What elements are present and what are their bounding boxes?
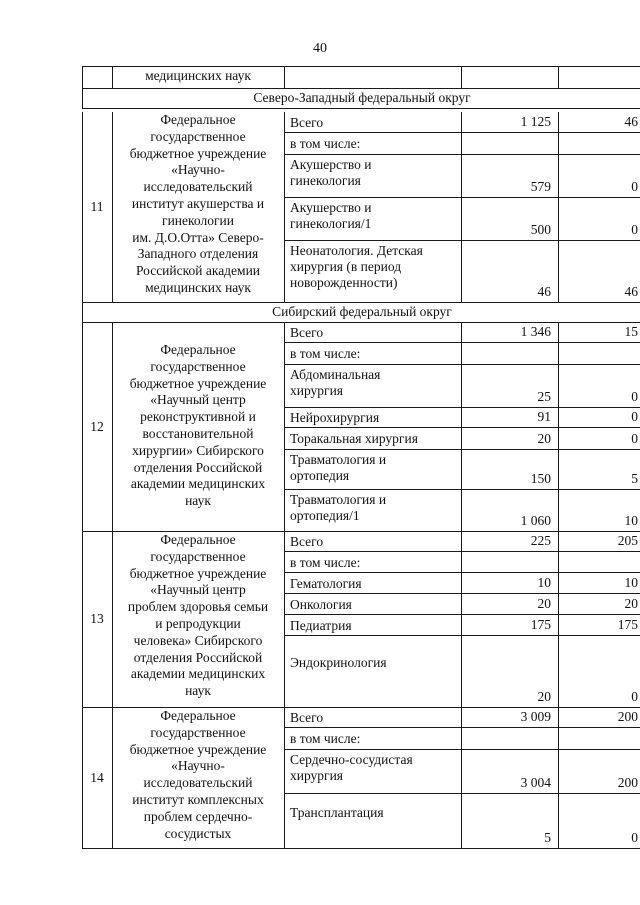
grid-line-h bbox=[284, 635, 640, 636]
institution-name-line: исследовательский bbox=[143, 775, 253, 791]
specialty-name bbox=[290, 618, 352, 634]
org-name-continuation: медицинских наук bbox=[145, 68, 251, 83]
specialty-name-line: Всего bbox=[290, 710, 324, 725]
grid-line-h bbox=[284, 427, 640, 428]
grid-line-h bbox=[82, 322, 640, 323]
grid-line-h bbox=[284, 364, 640, 365]
specialty-name-line: хирургия bbox=[290, 383, 344, 398]
grid-line-v bbox=[558, 112, 559, 302]
institution-name bbox=[112, 708, 284, 842]
grid-line-h bbox=[82, 848, 640, 849]
specialty-name-line: ортопедия bbox=[290, 468, 350, 483]
institution-name-line: реконструктивной и bbox=[140, 409, 256, 425]
specialty-name-line: Неонатология. Детская bbox=[290, 243, 423, 258]
institution-name-line: Западного отделения bbox=[137, 246, 259, 262]
institution-name-line: проблем сердечно- bbox=[143, 808, 253, 824]
grid-line-h bbox=[284, 749, 640, 750]
beds-total-value: 20 bbox=[537, 431, 551, 446]
district-header: Северо-Западный федеральный округ bbox=[253, 90, 471, 105]
beds-total-value: 579 bbox=[530, 179, 551, 194]
beds-total-value: 1 125 bbox=[520, 114, 551, 129]
grid-line-v bbox=[461, 66, 462, 88]
beds-total-value: 3 004 bbox=[520, 775, 551, 790]
grid-line-h bbox=[284, 593, 640, 594]
specialty-name-line: Гематология bbox=[290, 576, 362, 591]
beds-total-value: 150 bbox=[530, 471, 551, 486]
institution-name-line: бюджетное учреждение bbox=[129, 741, 267, 757]
beds-second-value: 200 bbox=[617, 709, 638, 724]
institution-name-line: сосудистых bbox=[164, 825, 232, 841]
institution-name bbox=[112, 112, 284, 297]
grid-line-h bbox=[284, 154, 640, 155]
grid-line-h bbox=[284, 342, 640, 343]
specialty-name bbox=[290, 555, 360, 571]
specialty-name-line: Всего bbox=[290, 534, 324, 549]
beds-total-value: 25 bbox=[537, 389, 551, 404]
beds-second-value: 0 bbox=[631, 222, 638, 237]
grid-line-h bbox=[284, 793, 640, 794]
specialty-name-line: Эндокринология bbox=[290, 655, 387, 670]
beds-second-value: 46 bbox=[624, 114, 638, 129]
specialty-name-line: Нейрохирургия bbox=[290, 410, 380, 425]
grid-line-h bbox=[284, 407, 640, 408]
beds-second-value: 0 bbox=[631, 389, 638, 404]
specialty-name bbox=[290, 452, 386, 484]
institution-name-line: государственное bbox=[150, 128, 246, 144]
institution-name-line: Федеральное bbox=[160, 342, 236, 357]
institution-number: 11 bbox=[90, 199, 104, 214]
grid-line-h bbox=[284, 489, 640, 490]
grid-line-h bbox=[82, 302, 640, 303]
specialty-name-line: новорожденности) bbox=[290, 275, 398, 290]
beds-second-value: 15 bbox=[624, 324, 638, 339]
beds-second-value: 5 bbox=[631, 471, 638, 486]
institution-number: 12 bbox=[90, 418, 104, 434]
grid-line-h bbox=[284, 240, 640, 241]
beds-second-value: 10 bbox=[624, 513, 638, 528]
specialty-name-line: Онкология bbox=[290, 597, 352, 612]
institution-name-line: исследовательский bbox=[143, 179, 253, 195]
institution-name-line: Федеральное bbox=[160, 112, 236, 127]
institution-name-line: институт комплексных bbox=[132, 791, 264, 807]
specialty-name bbox=[290, 115, 323, 131]
specialty-name-line: Травматология и bbox=[290, 452, 387, 467]
institution-name-line: «Научный центр bbox=[150, 582, 246, 598]
beds-total-value: 20 bbox=[537, 596, 551, 611]
specialty-name-line: Акушерство и bbox=[290, 200, 372, 215]
specialty-name bbox=[290, 243, 423, 291]
beds-second-value: 10 bbox=[624, 575, 638, 590]
specialty-name-line: Педиатрия bbox=[290, 618, 352, 633]
grid-line-h bbox=[284, 727, 640, 728]
beds-total-value: 225 bbox=[530, 533, 551, 548]
specialty-name bbox=[290, 576, 362, 592]
beds-second-value: 200 bbox=[617, 775, 638, 790]
institution-name-line: бюджетное учреждение bbox=[129, 565, 267, 581]
specialty-name bbox=[290, 597, 352, 613]
specialty-name bbox=[290, 431, 418, 447]
grid-line-v bbox=[461, 112, 462, 302]
specialty-name-line: Всего bbox=[290, 115, 324, 130]
specialty-name-line: гинекология bbox=[290, 173, 361, 188]
institution-name-line: наук bbox=[185, 493, 211, 509]
grid-line-h bbox=[82, 88, 640, 89]
specialty-name-line: Всего bbox=[290, 325, 324, 340]
beds-total-value: 1 346 bbox=[520, 324, 551, 339]
beds-total-value: 1 060 bbox=[520, 513, 551, 528]
grid-line-h bbox=[284, 449, 640, 450]
specialty-name bbox=[290, 410, 379, 426]
beds-total-value: 46 bbox=[537, 284, 551, 299]
institution-name-line: академии медицинских bbox=[130, 476, 266, 492]
beds-total-value: 10 bbox=[537, 575, 551, 590]
institution-name-line: государственное bbox=[150, 724, 246, 740]
institution-name-line: бюджетное учреждение bbox=[129, 145, 267, 161]
grid-line-h bbox=[284, 614, 640, 615]
beds-second-value: 0 bbox=[631, 409, 638, 424]
institution-name-line: бюджетное учреждение bbox=[129, 375, 267, 391]
beds-total-value: 5 bbox=[544, 830, 551, 845]
grid-line-h bbox=[284, 197, 640, 198]
beds-second-value: 20 bbox=[624, 596, 638, 611]
beds-total-value: 175 bbox=[530, 617, 551, 632]
institution-name-line: государственное bbox=[150, 358, 246, 374]
specialty-name bbox=[290, 346, 360, 362]
institution-number: 13 bbox=[90, 611, 104, 626]
specialty-name-line: в том числе: bbox=[290, 555, 361, 570]
institution-name-line: отделения Российской bbox=[133, 459, 263, 475]
grid-line-h bbox=[82, 66, 640, 67]
institution-name-line: «Научный центр bbox=[150, 392, 246, 408]
specialty-name-line: в том числе: bbox=[290, 731, 361, 746]
specialty-name-line: Сердечно-сосудистая bbox=[290, 752, 413, 767]
beds-second-value: 0 bbox=[631, 830, 638, 845]
specialty-name bbox=[290, 534, 323, 550]
beds-second-value: 205 bbox=[617, 533, 638, 548]
specialty-name-line: Трансплантация bbox=[290, 804, 384, 820]
specialty-name bbox=[290, 492, 386, 524]
specialty-name-line: Торакальная хирургия bbox=[290, 431, 418, 446]
institution-number: 14 bbox=[90, 769, 104, 785]
grid-line-v bbox=[82, 66, 83, 88]
specialty-name-line: Акушерство и bbox=[290, 157, 372, 172]
institution-name-line: институт акушерства и bbox=[131, 195, 265, 211]
institution-name-line: восстановительной bbox=[142, 425, 254, 441]
specialty-name-line: ортопедия/1 bbox=[290, 508, 360, 523]
grid-line-v bbox=[558, 66, 559, 88]
beds-second-value: 0 bbox=[631, 689, 638, 704]
institution-name-line: и репродукции bbox=[155, 615, 241, 631]
specialty-name-line: Травматология и bbox=[290, 492, 387, 507]
page-number: 40 bbox=[313, 41, 327, 56]
medical-institutions-table bbox=[82, 66, 640, 848]
specialty-name bbox=[290, 367, 380, 399]
grid-line-h bbox=[284, 551, 640, 552]
specialty-name-line: в том числе: bbox=[290, 346, 361, 361]
institution-name-line: Российской академии bbox=[135, 263, 261, 279]
grid-line-h bbox=[284, 572, 640, 573]
institution-name-line: хирургии» Сибирского bbox=[132, 442, 264, 458]
institution-name-line: «Научно- bbox=[171, 162, 225, 178]
institution-name-line: человека» Сибирского bbox=[133, 632, 263, 648]
specialty-name bbox=[290, 200, 372, 232]
institution-name-line: проблем здоровья семьи bbox=[127, 599, 269, 615]
specialty-name bbox=[290, 655, 387, 671]
institution-name-line: гинекологии bbox=[162, 212, 234, 228]
beds-second-value: 46 bbox=[624, 284, 638, 299]
institution-name-line: наук bbox=[185, 683, 211, 699]
grid-line-h bbox=[284, 132, 640, 133]
institution-name-line: Федеральное bbox=[160, 708, 236, 723]
specialty-name bbox=[290, 710, 323, 726]
institution-name-line: государственное bbox=[150, 548, 246, 564]
specialty-name-line: в том числе: bbox=[290, 136, 361, 151]
district-header: Сибирский федеральный округ bbox=[272, 304, 452, 319]
specialty-name-line: гинекология/1 bbox=[290, 216, 372, 231]
beds-second-value: 0 bbox=[631, 431, 638, 446]
specialty-name bbox=[290, 325, 323, 341]
specialty-name bbox=[290, 136, 360, 152]
institution-name-line: отделения Российской bbox=[133, 649, 263, 665]
beds-second-value: 0 bbox=[631, 179, 638, 194]
institution-name bbox=[112, 532, 284, 700]
institution-name-line: «Научно- bbox=[171, 758, 225, 774]
institution-name-line: Федеральное bbox=[160, 532, 236, 547]
specialty-name-line: хирургия (в период bbox=[290, 259, 402, 274]
specialty-name bbox=[290, 157, 372, 189]
specialty-name-line: Абдоминальная bbox=[290, 367, 381, 382]
institution-name-line: медицинских наук bbox=[145, 279, 251, 295]
specialty-name-line: хирургия bbox=[290, 768, 344, 783]
institution-name-line: им. Д.О.Отта» Северо- bbox=[132, 229, 264, 245]
specialty-name bbox=[290, 752, 413, 784]
institution-name bbox=[112, 342, 284, 510]
beds-total-value: 3 009 bbox=[520, 709, 551, 724]
beds-second-value: 175 bbox=[617, 617, 638, 632]
beds-total-value: 20 bbox=[537, 689, 551, 704]
institution-name-line: академии медицинских bbox=[130, 666, 266, 682]
specialty-name bbox=[290, 731, 360, 747]
grid-line-h bbox=[82, 108, 640, 109]
beds-total-value: 500 bbox=[530, 222, 551, 237]
beds-total-value: 91 bbox=[537, 409, 551, 424]
specialty-name bbox=[290, 805, 384, 821]
